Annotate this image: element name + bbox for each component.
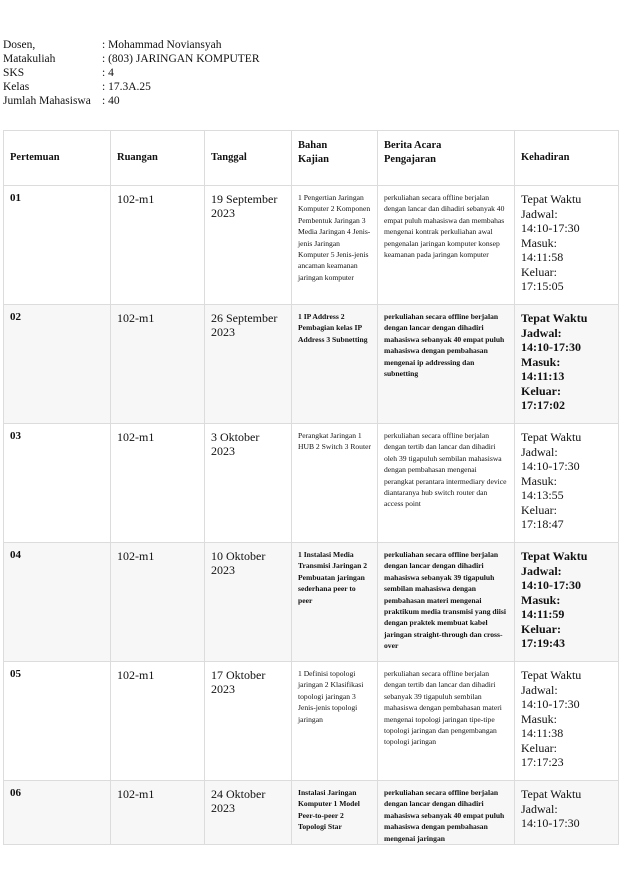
table-header-row — [4, 131, 619, 186]
pertemuan-cell: 02 — [4, 305, 111, 424]
jadwal-time: 14:10-17:30 — [521, 459, 580, 473]
jadwal-time: 14:10-17:30 — [521, 816, 580, 830]
col-kehadiran: Kehadiran — [515, 131, 619, 186]
berita-cell: perkuliahan secara offline berjalan dengan lancar dengan dihadiri mahasiswa sebanyak 39 tigapuluh sembilan mahasiswa dengan pembahasan materi mengenai praktikum media transmisi yang diisi dengan praktek membuat kabel jaringan straight-through dan cross-over — [378, 543, 515, 662]
jadwal-label: Jadwal: — [521, 444, 558, 459]
tanggal-cell: 19 September 2023 — [205, 186, 292, 305]
pertemuan-cell: 06 — [4, 781, 111, 845]
jadwal-time: 14:10-17:30 — [521, 578, 581, 592]
kelas-value: : 17.3A.25 — [102, 81, 151, 93]
pertemuan-cell: 04 — [4, 543, 111, 662]
keluar-time: 17:17:02 — [521, 398, 565, 412]
bahan-cell: 1 Instalasi Media Transmisi Jaringan 2 Pembuatan jaringan sederhana peer to peer — [292, 543, 378, 662]
ruangan-cell: 102-m1 — [111, 186, 205, 305]
masuk-label: Masuk: — [521, 473, 557, 488]
ruangan-cell: 102-m1 — [111, 781, 205, 845]
bahan-cell: 1 IP Address 2 Pembagian kelas IP Address 3 Subnetting — [292, 305, 378, 424]
tanggal-cell: 17 Oktober 2023 — [205, 662, 292, 781]
keluar-time: 17:15:05 — [521, 279, 564, 293]
status-text: Tepat Waktu — [521, 787, 582, 801]
ruangan-cell: 102-m1 — [111, 305, 205, 424]
matakuliah-value: : (803) JARINGAN KOMPUTER — [102, 53, 260, 65]
ruangan-cell: 102-m1 — [111, 424, 205, 543]
berita-cell: perkuliahan secara offline berjalan dengan lancar dengan dihadiri mahasiswa sebanyak 40 empat puluh mahasiswa dengan pembahasan mengenai jaringan — [378, 781, 515, 845]
jadwal-time: 14:10-17:30 — [521, 697, 580, 711]
kelas-row — [3, 80, 260, 94]
bahan-cell: 1 Pengertian Jaringan Komputer 2 Komponen Pembentuk Jaringan 3 Media Jaringan 4 Jenis-jenis Jaringan Komputer 5 Jenis-jenis ancaman keamanan jaringan komputer — [292, 186, 378, 305]
jadwal-time: 14:10-17:30 — [521, 340, 581, 354]
keluar-time: 17:17:23 — [521, 755, 564, 769]
jadwal-label: Jadwal: — [521, 325, 562, 340]
berita-cell: perkuliahan secara offline berjalan dengan lancar dengan dihadiri mahasiswa sebanyak 40 empat puluh mahasiswa dengan pembahasan mengenai ip addressing dan subnetting — [378, 305, 515, 424]
kehadiran-cell — [515, 781, 619, 845]
kehadiran-cell — [515, 543, 619, 662]
tanggal-cell: 24 Oktober 2023 — [205, 781, 292, 845]
masuk-time: 14:13:55 — [521, 488, 564, 502]
tanggal-cell: 10 Oktober 2023 — [205, 543, 292, 662]
keluar-label: Keluar: — [521, 621, 561, 636]
col-bahan-text: Bahan Kajian — [298, 140, 329, 165]
masuk-label: Masuk: — [521, 592, 561, 607]
kehadiran-cell — [515, 424, 619, 543]
jadwal-label: Jadwal: — [521, 801, 558, 816]
kehadiran-cell — [515, 662, 619, 781]
berita-cell: perkuliahan secara offline berjalan dengan tertib dan lancar dan dihadiri sebanyak 39 tigapuluh sembilan mahasiswa dengan pembahasan materi mengenai topologi jaringan tipe-tipe topologi jaringan dan pengembangan topologi jaringan — [378, 662, 515, 781]
status-text: Tepat Waktu — [521, 311, 588, 325]
tanggal-cell: 26 September 2023 — [205, 305, 292, 424]
sks-label: SKS — [3, 67, 25, 79]
masuk-time: 14:11:13 — [521, 369, 565, 383]
status-text: Tepat Waktu — [521, 549, 588, 563]
bahan-cell: Instalasi Jaringan Komputer 1 Model Peer-to-peer 2 Topologi Star — [292, 781, 378, 845]
masuk-label: Masuk: — [521, 235, 557, 250]
ruangan-cell: 102-m1 — [111, 543, 205, 662]
keluar-time: 17:18:47 — [521, 517, 564, 531]
col-berita-text: Berita Acara Pengajaran — [384, 140, 442, 165]
jumlah-label: Jumlah Mahasiswa — [3, 95, 91, 107]
matakuliah-row — [3, 52, 260, 66]
table-row — [4, 186, 619, 305]
kehadiran-cell — [515, 186, 619, 305]
keluar-label: Keluar: — [521, 264, 557, 279]
masuk-label: Masuk: — [521, 354, 561, 369]
pertemuan-cell: 01 — [4, 186, 111, 305]
table-row — [4, 424, 619, 543]
masuk-label: Masuk: — [521, 711, 557, 726]
table-row — [4, 305, 619, 424]
sks-value: : 4 — [102, 67, 114, 79]
dosen-row — [3, 38, 260, 52]
keluar-label: Keluar: — [521, 502, 557, 517]
sks-row — [3, 66, 260, 80]
col-bahan — [292, 131, 378, 186]
keluar-label: Keluar: — [521, 383, 561, 398]
masuk-time: 14:11:59 — [521, 607, 565, 621]
dosen-value: : Mohammad Noviansyah — [102, 39, 222, 51]
col-berita — [378, 131, 515, 186]
attendance-table — [3, 130, 619, 845]
dosen-label: Dosen, — [3, 39, 36, 51]
masuk-time: 14:11:58 — [521, 250, 564, 264]
matakuliah-label: Matakuliah — [3, 53, 56, 65]
ruangan-cell: 102-m1 — [111, 662, 205, 781]
status-text: Tepat Waktu — [521, 192, 582, 206]
keluar-time: 17:19:43 — [521, 636, 565, 650]
jumlah-value: : 40 — [102, 95, 120, 107]
kehadiran-cell — [515, 305, 619, 424]
bahan-cell: 1 Definisi topologi jaringan 2 Klasifikasi topologi jaringan 3 Jenis-jenis topologi jaringan — [292, 662, 378, 781]
berita-cell: perkuliahan secara offline berjalan dengan tertib dan lancar dan dihadiri oleh 39 tigapuluh sembilan mahasiswa dengan pembahasan mengenai perangkat perantara intermediary device diantaranya hub switch router dan access point — [378, 424, 515, 543]
masuk-time: 14:11:38 — [521, 726, 564, 740]
berita-cell: perkuliahan secara offline berjalan dengan lancar dan dihadiri sebanyak 40 empat puluh mahasiswa dan membahas mengenai kontrak perkuliahan awal pengenalan jaringan komputer konsep keamanan pada jaringan komputer — [378, 186, 515, 305]
col-tanggal: Tanggal — [205, 131, 292, 186]
table-row — [4, 543, 619, 662]
status-text: Tepat Waktu — [521, 668, 582, 682]
table-row — [4, 662, 619, 781]
col-ruangan: Ruangan — [111, 131, 205, 186]
course-info — [3, 38, 260, 108]
pertemuan-cell: 05 — [4, 662, 111, 781]
status-text: Tepat Waktu — [521, 430, 582, 444]
kelas-label: Kelas — [3, 81, 30, 93]
bahan-cell: Perangkat Jaringan 1 HUB 2 Switch 3 Router — [292, 424, 378, 543]
jumlah-row — [3, 94, 260, 108]
jadwal-label: Jadwal: — [521, 563, 562, 578]
col-pertemuan: Pertemuan — [4, 131, 111, 186]
jadwal-time: 14:10-17:30 — [521, 221, 580, 235]
tanggal-cell: 3 Oktober 2023 — [205, 424, 292, 543]
pertemuan-cell: 03 — [4, 424, 111, 543]
table-row — [4, 781, 619, 845]
jadwal-label: Jadwal: — [521, 206, 558, 221]
jadwal-label: Jadwal: — [521, 682, 558, 697]
keluar-label: Keluar: — [521, 740, 557, 755]
